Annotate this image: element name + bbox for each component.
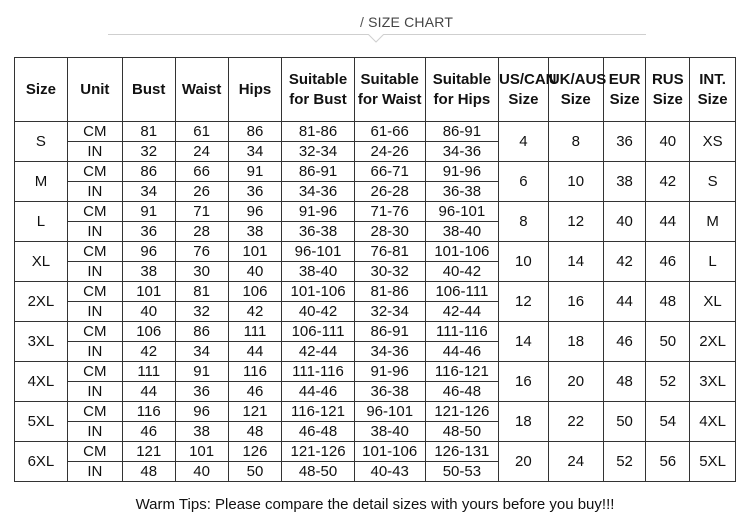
eur-size-cell: 48 (603, 362, 646, 402)
uk-aus-size-cell: 20 (548, 362, 603, 402)
size-label: 2XL (15, 282, 68, 322)
in-sb-cell: 34-36 (282, 182, 354, 202)
cm-waist-cell: 71 (175, 202, 228, 222)
cm-hips-cell: 106 (228, 282, 282, 302)
int-size-cell: 3XL (690, 362, 736, 402)
eur-size-cell: 36 (603, 122, 646, 162)
cm-sw-cell: 86-91 (354, 322, 425, 342)
uk-aus-size-cell: 22 (548, 402, 603, 442)
in-sh-cell: 36-38 (425, 182, 498, 202)
in-unit-cell: IN (67, 142, 122, 162)
int-size-cell: 4XL (690, 402, 736, 442)
col-header-waist: Waist (175, 58, 228, 122)
cm-hips-cell: 121 (228, 402, 282, 422)
in-sw-cell: 26-28 (354, 182, 425, 202)
cm-unit-cell: CM (67, 362, 122, 382)
in-sh-cell: 34-36 (425, 142, 498, 162)
table-row-cm (15, 402, 736, 422)
cm-hips-cell: 86 (228, 122, 282, 142)
eur-size-cell: 38 (603, 162, 646, 202)
eur-size-cell: 46 (603, 322, 646, 362)
int-size-cell: XL (690, 282, 736, 322)
in-bust-cell: 36 (122, 222, 175, 242)
in-sh-cell: 40-42 (425, 262, 498, 282)
cm-sb-cell: 96-101 (282, 242, 354, 262)
col-header-suitable-bust: Suitable for Bust (282, 58, 354, 122)
cm-unit-cell: CM (67, 122, 122, 142)
cm-bust-cell: 86 (122, 162, 175, 182)
in-unit-cell: IN (67, 462, 122, 482)
cm-sw-cell: 66-71 (354, 162, 425, 182)
in-sh-cell: 46-48 (425, 382, 498, 402)
cm-sw-cell: 101-106 (354, 442, 425, 462)
in-hips-cell: 50 (228, 462, 282, 482)
cm-sh-cell: 86-91 (425, 122, 498, 142)
cm-sw-cell: 96-101 (354, 402, 425, 422)
in-sw-cell: 24-26 (354, 142, 425, 162)
chart-heading (0, 0, 750, 50)
cm-bust-cell: 96 (122, 242, 175, 262)
us-can-size-cell: 16 (498, 362, 548, 402)
cm-unit-cell: CM (67, 202, 122, 222)
us-can-size-cell: 6 (498, 162, 548, 202)
in-hips-cell: 44 (228, 342, 282, 362)
cm-waist-cell: 61 (175, 122, 228, 142)
eur-size-cell: 42 (603, 242, 646, 282)
rus-size-cell: 46 (646, 242, 690, 282)
cm-sh-cell: 121-126 (425, 402, 498, 422)
in-waist-cell: 24 (175, 142, 228, 162)
cm-unit-cell: CM (67, 442, 122, 462)
col-header-size: Size (15, 58, 68, 122)
in-hips-cell: 46 (228, 382, 282, 402)
table-row-cm (15, 362, 736, 382)
rus-size-cell: 56 (646, 442, 690, 482)
cm-sb-cell: 111-116 (282, 362, 354, 382)
in-unit-cell: IN (67, 342, 122, 362)
cm-sw-cell: 91-96 (354, 362, 425, 382)
col-header-uk-aus: UK/AUS Size (548, 58, 603, 122)
in-sw-cell: 34-36 (354, 342, 425, 362)
in-sw-cell: 38-40 (354, 422, 425, 442)
in-unit-cell: IN (67, 262, 122, 282)
cm-waist-cell: 101 (175, 442, 228, 462)
in-bust-cell: 34 (122, 182, 175, 202)
in-sw-cell: 30-32 (354, 262, 425, 282)
cm-sh-cell: 116-121 (425, 362, 498, 382)
us-can-size-cell: 8 (498, 202, 548, 242)
col-header-suitable-hips: Suitable for Hips (425, 58, 498, 122)
cm-sh-cell: 106-111 (425, 282, 498, 302)
in-waist-cell: 26 (175, 182, 228, 202)
cm-sb-cell: 121-126 (282, 442, 354, 462)
title-prefix: / (360, 14, 365, 30)
cm-unit-cell: CM (67, 402, 122, 422)
cm-bust-cell: 106 (122, 322, 175, 342)
cm-hips-cell: 91 (228, 162, 282, 182)
warm-tips: Warm Tips: Please compare the detail sizes with yours before you buy!!! (135, 496, 615, 513)
cm-waist-cell: 86 (175, 322, 228, 342)
in-sw-cell: 28-30 (354, 222, 425, 242)
cm-sh-cell: 126-131 (425, 442, 498, 462)
in-waist-cell: 30 (175, 262, 228, 282)
cm-sw-cell: 61-66 (354, 122, 425, 142)
in-waist-cell: 40 (175, 462, 228, 482)
cm-waist-cell: 96 (175, 402, 228, 422)
in-sb-cell: 44-46 (282, 382, 354, 402)
heading-rule-right (384, 34, 646, 35)
eur-size-cell: 50 (603, 402, 646, 442)
in-bust-cell: 48 (122, 462, 175, 482)
cm-waist-cell: 91 (175, 362, 228, 382)
cm-bust-cell: 101 (122, 282, 175, 302)
in-sb-cell: 40-42 (282, 302, 354, 322)
cm-sh-cell: 96-101 (425, 202, 498, 222)
cm-waist-cell: 81 (175, 282, 228, 302)
cm-unit-cell: CM (67, 322, 122, 342)
int-size-cell: L (690, 242, 736, 282)
in-bust-cell: 44 (122, 382, 175, 402)
rus-size-cell: 44 (646, 202, 690, 242)
cm-bust-cell: 111 (122, 362, 175, 382)
in-unit-cell: IN (67, 422, 122, 442)
in-unit-cell: IN (67, 302, 122, 322)
col-header-bust: Bust (122, 58, 175, 122)
table-row-cm (15, 162, 736, 182)
title-text: SIZE CHART (368, 14, 454, 30)
cm-sw-cell: 71-76 (354, 202, 425, 222)
in-sh-cell: 38-40 (425, 222, 498, 242)
cm-bust-cell: 81 (122, 122, 175, 142)
cm-sb-cell: 101-106 (282, 282, 354, 302)
rus-size-cell: 42 (646, 162, 690, 202)
in-waist-cell: 32 (175, 302, 228, 322)
cm-hips-cell: 116 (228, 362, 282, 382)
size-label: XL (15, 242, 68, 282)
in-sh-cell: 44-46 (425, 342, 498, 362)
col-header-int: INT. Size (690, 58, 736, 122)
table-row-cm (15, 122, 736, 142)
header-row (15, 58, 736, 122)
cm-waist-cell: 76 (175, 242, 228, 262)
table-row-cm (15, 322, 736, 342)
rus-size-cell: 48 (646, 282, 690, 322)
in-sb-cell: 38-40 (282, 262, 354, 282)
in-sw-cell: 36-38 (354, 382, 425, 402)
size-label: S (15, 122, 68, 162)
in-sb-cell: 42-44 (282, 342, 354, 362)
in-unit-cell: IN (67, 182, 122, 202)
in-bust-cell: 40 (122, 302, 175, 322)
us-can-size-cell: 10 (498, 242, 548, 282)
size-label: M (15, 162, 68, 202)
uk-aus-size-cell: 12 (548, 202, 603, 242)
cm-bust-cell: 116 (122, 402, 175, 422)
rus-size-cell: 40 (646, 122, 690, 162)
size-chart-table (14, 57, 736, 482)
in-hips-cell: 42 (228, 302, 282, 322)
in-sh-cell: 42-44 (425, 302, 498, 322)
rus-size-cell: 50 (646, 322, 690, 362)
cm-hips-cell: 126 (228, 442, 282, 462)
table-row-cm (15, 442, 736, 462)
uk-aus-size-cell: 24 (548, 442, 603, 482)
in-waist-cell: 36 (175, 382, 228, 402)
in-sh-cell: 50-53 (425, 462, 498, 482)
uk-aus-size-cell: 16 (548, 282, 603, 322)
in-hips-cell: 36 (228, 182, 282, 202)
in-unit-cell: IN (67, 382, 122, 402)
rus-size-cell: 52 (646, 362, 690, 402)
us-can-size-cell: 18 (498, 402, 548, 442)
cm-unit-cell: CM (67, 282, 122, 302)
table-row-cm (15, 202, 736, 222)
cm-sh-cell: 111-116 (425, 322, 498, 342)
us-can-size-cell: 14 (498, 322, 548, 362)
rus-size-cell: 54 (646, 402, 690, 442)
us-can-size-cell: 4 (498, 122, 548, 162)
in-bust-cell: 38 (122, 262, 175, 282)
col-header-unit: Unit (67, 58, 122, 122)
in-hips-cell: 38 (228, 222, 282, 242)
in-bust-cell: 46 (122, 422, 175, 442)
in-sb-cell: 36-38 (282, 222, 354, 242)
us-can-size-cell: 20 (498, 442, 548, 482)
cm-hips-cell: 96 (228, 202, 282, 222)
in-waist-cell: 28 (175, 222, 228, 242)
uk-aus-size-cell: 14 (548, 242, 603, 282)
size-label: 6XL (15, 442, 68, 482)
uk-aus-size-cell: 18 (548, 322, 603, 362)
size-rows (15, 122, 736, 482)
int-size-cell: 5XL (690, 442, 736, 482)
in-unit-cell: IN (67, 222, 122, 242)
cm-unit-cell: CM (67, 162, 122, 182)
cm-bust-cell: 121 (122, 442, 175, 462)
eur-size-cell: 40 (603, 202, 646, 242)
in-sb-cell: 46-48 (282, 422, 354, 442)
int-size-cell: M (690, 202, 736, 242)
cm-sh-cell: 91-96 (425, 162, 498, 182)
in-sb-cell: 48-50 (282, 462, 354, 482)
int-size-cell: XS (690, 122, 736, 162)
col-header-hips: Hips (228, 58, 282, 122)
size-label: 5XL (15, 402, 68, 442)
eur-size-cell: 52 (603, 442, 646, 482)
cm-sb-cell: 86-91 (282, 162, 354, 182)
col-header-eur: EUR Size (603, 58, 646, 122)
col-header-us-can: US/CAN Size (498, 58, 548, 122)
us-can-size-cell: 12 (498, 282, 548, 322)
in-hips-cell: 34 (228, 142, 282, 162)
size-label: 3XL (15, 322, 68, 362)
col-header-rus: RUS Size (646, 58, 690, 122)
in-sb-cell: 32-34 (282, 142, 354, 162)
heading-notch-icon (368, 34, 384, 43)
cm-sb-cell: 81-86 (282, 122, 354, 142)
in-sw-cell: 32-34 (354, 302, 425, 322)
int-size-cell: S (690, 162, 736, 202)
eur-size-cell: 44 (603, 282, 646, 322)
cm-unit-cell: CM (67, 242, 122, 262)
cm-hips-cell: 101 (228, 242, 282, 262)
page-title (360, 14, 453, 30)
cm-sb-cell: 116-121 (282, 402, 354, 422)
cm-hips-cell: 111 (228, 322, 282, 342)
size-label: 4XL (15, 362, 68, 402)
in-hips-cell: 40 (228, 262, 282, 282)
heading-rule-left (108, 34, 368, 35)
in-bust-cell: 32 (122, 142, 175, 162)
uk-aus-size-cell: 8 (548, 122, 603, 162)
in-bust-cell: 42 (122, 342, 175, 362)
size-label: L (15, 202, 68, 242)
in-waist-cell: 38 (175, 422, 228, 442)
cm-waist-cell: 66 (175, 162, 228, 182)
in-hips-cell: 48 (228, 422, 282, 442)
table-row-cm (15, 282, 736, 302)
cm-bust-cell: 91 (122, 202, 175, 222)
in-waist-cell: 34 (175, 342, 228, 362)
in-sw-cell: 40-43 (354, 462, 425, 482)
cm-sw-cell: 76-81 (354, 242, 425, 262)
col-header-suitable-waist: Suitable for Waist (354, 58, 425, 122)
cm-sb-cell: 106-111 (282, 322, 354, 342)
cm-sw-cell: 81-86 (354, 282, 425, 302)
cm-sb-cell: 91-96 (282, 202, 354, 222)
table-row-cm (15, 242, 736, 262)
int-size-cell: 2XL (690, 322, 736, 362)
uk-aus-size-cell: 10 (548, 162, 603, 202)
in-sh-cell: 48-50 (425, 422, 498, 442)
cm-sh-cell: 101-106 (425, 242, 498, 262)
